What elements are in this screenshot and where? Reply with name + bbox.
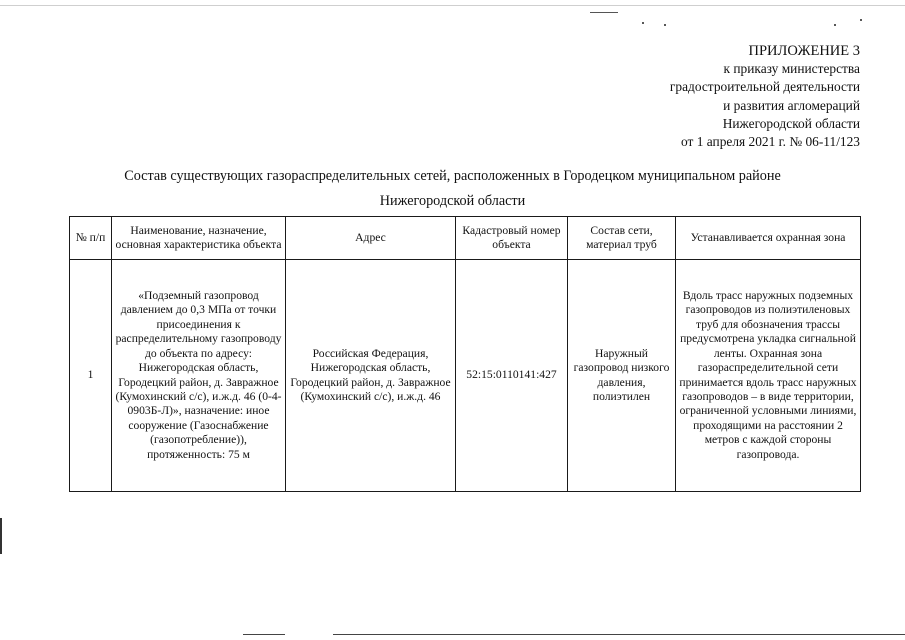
cell-number: 1	[70, 260, 112, 492]
document-title: Состав существующих газораспределительных сетей, расположенных в Городецком муниципальном районе	[124, 168, 781, 184]
gas-network-table	[69, 216, 861, 492]
cell-address: Российская Федерация, Нижегородская область, Городецкий район, д. Завражное (Кумохинский с/с), и.ж.д. 46	[286, 260, 456, 492]
annex-line: Нижегородской области	[722, 115, 860, 131]
annex-line: градостроительной деятельности	[669, 79, 860, 95]
scan-dot	[642, 22, 644, 24]
table-row	[70, 260, 861, 492]
cell-zone: Вдоль трасс наружных подземных газопроводов из полиэтиленовых труб для обозначения трассы предусмотрена укладка сигнальной ленты. Охранная зона газораспределительной сети принимается вдоль трасс наружных газопроводов – в виде территории, ограниченной условными линиями, проходящими на расстоянии 2 метров с каждой стороны газопровода.	[676, 260, 861, 492]
header-network: Состав сети, материал труб	[568, 217, 676, 260]
annex-line: и развития агломераций	[723, 97, 860, 113]
scan-dot	[860, 19, 862, 21]
annex-line: к приказу министерства	[723, 61, 860, 77]
cell-network: Наружный газопровод низкого давления, полиэтилен	[568, 260, 676, 492]
scan-dot	[664, 24, 666, 26]
cell-name: «Подземный газопровод давлением до 0,3 МПа от точки присоединения к распределительному газопроводу до объекта по адресу: Нижегородская область, Городецкий район, д. Завражное (Кумохинский с/с), и.ж.д. 46 (0-4-0903Б-Л)», назначение: иное сооружение (Газоснабжение (газопотребление)), протяженность: 75 м	[112, 260, 286, 492]
header-cadastral: Кадастровый номер объекта	[456, 217, 568, 260]
cell-cadastral: 52:15:0110141:427	[456, 260, 568, 492]
annex-heading: ПРИЛОЖЕНИЕ 3	[748, 43, 860, 59]
header-number: № п/п	[70, 217, 112, 260]
scan-bottom-edge	[333, 634, 905, 635]
header-address: Адрес	[286, 217, 456, 260]
table-header-row	[70, 217, 861, 260]
scan-left-edge	[0, 518, 2, 554]
annex-line: от 1 апреля 2021 г. № 06-11/123	[681, 134, 860, 150]
scan-mark	[590, 12, 618, 13]
document-title-continued: Нижегородской области	[379, 193, 526, 209]
scan-dot	[834, 24, 836, 26]
header-name: Наименование, назначение, основная характеристика объекта	[112, 217, 286, 260]
scan-bottom-edge	[243, 634, 285, 635]
header-zone: Устанавливается охранная зона	[676, 217, 861, 260]
annex-block	[670, 42, 860, 151]
scan-top-edge	[0, 5, 905, 6]
